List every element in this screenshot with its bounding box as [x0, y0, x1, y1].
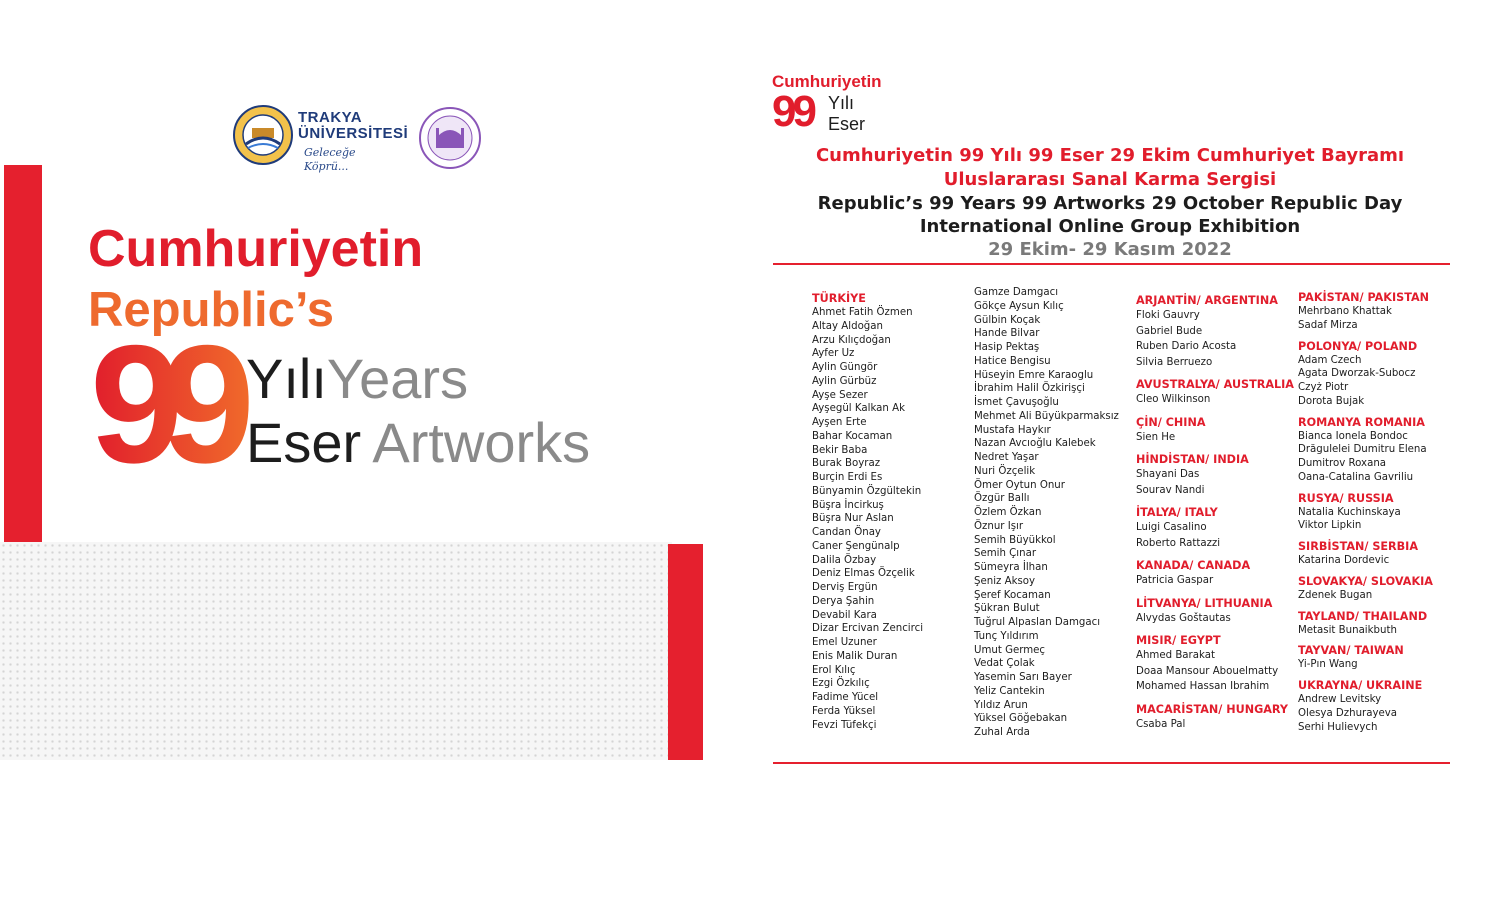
artist-name: Nazan Avcıoğlu Kalebek: [974, 438, 1096, 450]
artist-name: Ömer Oytun Onur: [974, 479, 1065, 491]
heading-en-2: International Online Group Exhibition: [919, 216, 1301, 237]
cover-eser-artworks: [246, 412, 590, 474]
artist-name: Burak Boyraz: [812, 458, 881, 470]
cover-yili-years: [246, 348, 468, 410]
artist-name: Hasip Pektaş: [974, 342, 1040, 353]
artist-name: Roberto Rattazzi: [1136, 537, 1221, 549]
artist-name: Hatice Bengisu: [974, 355, 1051, 367]
artist-name: Patricia Gaspar: [1136, 575, 1214, 586]
artist-name: Doaa Mansour Abouelmatty: [1136, 665, 1279, 677]
artist-name: Yasemin Sarı Bayer: [974, 672, 1072, 683]
artist-name: Ayşe Sezer: [812, 389, 868, 401]
artist-name: Tuğrul Alpaslan Damgacı: [974, 617, 1101, 628]
artist-name: Floki Gauvry: [1136, 310, 1200, 321]
eser-word: Eser: [246, 411, 362, 474]
artist-name: İsmet Çavuşoğlu: [974, 397, 1059, 408]
artist-name: Hande Bilvar: [974, 328, 1040, 340]
country-heading: KANADA/ CANADA: [1136, 559, 1251, 572]
artist-name: Katarina Dordevic: [1298, 555, 1390, 566]
artist-name: Zdenek Bugan: [1298, 589, 1373, 601]
mini-logo-cumh: Cumhuriyetin: [772, 72, 882, 91]
country-heading: ARJANTİN/ ARGENTINA: [1136, 294, 1278, 307]
artist-name: Zuhal Arda: [974, 727, 1030, 738]
artist-name: Dalila Özbay: [812, 554, 877, 566]
artist-name: Shayani Das: [1136, 469, 1200, 480]
artist-name: Tunç Yıldırım: [974, 630, 1039, 642]
column-turkiye-cont: [974, 286, 1134, 740]
artist-name: Özgür Ballı: [974, 493, 1030, 505]
artist-name: Czyż Piotr: [1298, 382, 1349, 393]
heading-tr-2: Uluslararası Sanal Karma Sergisi: [943, 169, 1277, 190]
artist-name: Fadime Yücel: [812, 692, 879, 703]
artist-name: Yüksel Göğebakan: [974, 713, 1068, 725]
artist-name: Aylin Güngör: [812, 362, 878, 373]
dotted-background-panel: [0, 542, 672, 760]
mini-logo-eser: Eser: [828, 114, 866, 134]
artist-name: Dizar Ercivan Zencirci: [812, 623, 924, 635]
university-name-line1: TRAKYA: [298, 109, 363, 126]
artist-name: Gülbin Koçak: [974, 314, 1041, 326]
artist-name: Altay Aldoğan: [812, 320, 883, 332]
artist-name: Ahmed Barakat: [1136, 650, 1215, 661]
cover-title-en: Republic’s: [88, 283, 334, 337]
artist-name: Caner Şengünalp: [812, 540, 900, 552]
cover-title-tr: Cumhuriyetin: [88, 220, 424, 278]
country-heading: SLOVAKYA/ SLOVAKIA: [1298, 574, 1433, 588]
artworks-word: Artworks: [372, 411, 591, 474]
artist-name: Agata Dworzak-Subocz: [1298, 368, 1416, 380]
artist-name: Nedret Yaşar: [974, 452, 1039, 463]
artist-name: Fevzi Tüfekçi: [812, 719, 877, 731]
artist-name: Devabil Kara: [812, 609, 877, 621]
divider-top: [773, 263, 1450, 265]
country-heading: SIRBİSTAN/ SERBIA: [1298, 540, 1419, 553]
artist-name: Özlem Özkan: [974, 507, 1042, 518]
artist-name: Yi-Pın Wang: [1298, 659, 1358, 671]
artist-name: Gökçe Aysun Kılıç: [974, 300, 1064, 312]
artist-name: Derya Şahin: [812, 595, 875, 607]
column-international-1: [1136, 294, 1296, 732]
artist-name: Sourav Nandi: [1136, 484, 1205, 496]
country-heading: ÇİN/ CHINA: [1136, 415, 1206, 429]
artist-name: Derviş Ergün: [812, 582, 878, 593]
artist-name: Serhi Hulievych: [1298, 721, 1378, 733]
artist-name: Hüseyin Emre Karaoglu: [974, 369, 1094, 381]
artist-name: Viktor Lipkin: [1298, 520, 1362, 532]
artist-name: Ezgi Özkılıç: [812, 678, 870, 690]
country-heading: HİNDİSTAN/ INDIA: [1136, 453, 1249, 466]
artist-name: Cleo Wilkinson: [1136, 394, 1211, 405]
artist-name: Silvia Berruezo: [1136, 356, 1213, 368]
university-name-line2: ÜNİVERSİTESİ: [298, 125, 409, 142]
artist-name: İbrahim Halil Özkirişçi: [974, 383, 1085, 395]
artist-name: Yıldız Arun: [974, 699, 1028, 711]
list-heading: [760, 144, 1460, 262]
artist-name: Semih Büyükkol: [974, 534, 1056, 546]
red-accent-bar: [4, 165, 42, 542]
heading-tr-1: Cumhuriyetin 99 Yılı 99 Eser 29 Ekim Cumhuriyet Bayramı: [815, 145, 1405, 166]
country-heading: MISIR/ EGYPT: [1136, 634, 1221, 647]
artist-name: Enis Malik Duran: [812, 650, 898, 662]
artist-name: Luigi Casalino: [1136, 522, 1207, 533]
artist-name: Bahar Kocaman: [812, 430, 893, 442]
country-heading: RUSYA/ RUSSIA: [1298, 491, 1394, 505]
column-turkiye: [812, 292, 972, 732]
country-heading: UKRAYNA/ UKRAINE: [1298, 679, 1423, 692]
artist-name: Olesya Dzhurayeva: [1298, 707, 1398, 719]
country-heading: ROMANYA ROMANIA: [1298, 415, 1425, 429]
artist-name: Gabriel Bude: [1136, 325, 1203, 337]
artist-name: Vedat Çolak: [974, 658, 1035, 670]
artist-name: Ahmet Fatih Özmen: [812, 307, 913, 318]
artist-name: Oana-Catalina Gavriliu: [1298, 471, 1414, 483]
artist-name: Emel Uzuner: [812, 637, 877, 648]
artist-name: Csaba Pal: [1136, 718, 1186, 730]
artist-name: Burçin Erdi Es: [812, 472, 883, 483]
artist-name: Deniz Elmas Özçelik: [812, 568, 915, 580]
yili-word: Yılı: [246, 347, 327, 410]
artist-name: Şeniz Aksoy: [974, 575, 1036, 587]
artist-name: Yeliz Cantekin: [974, 685, 1045, 697]
country-heading: İTALYA/ ITALY: [1136, 506, 1218, 519]
artist-name: Büşra İncirkuş: [812, 499, 884, 511]
country-heading: TAYLAND/ THAILAND: [1298, 609, 1428, 623]
artist-name: Umut Germeç: [974, 644, 1046, 656]
artist-name: Ferda Yüksel: [812, 705, 876, 717]
artist-name: Bianca Ionela Bondoc: [1298, 430, 1408, 442]
university-wordmark: [298, 109, 409, 174]
country-heading: TÜRKİYE: [812, 292, 866, 305]
artist-list-page: [760, 0, 1500, 900]
artist-name: Candan Önay: [812, 527, 881, 538]
artist-name: Drăgulelei Dumitru Elena: [1298, 444, 1427, 456]
catalogue-cover: [0, 0, 710, 900]
artist-name: Nuri Özçelik: [974, 465, 1036, 477]
trakya-university-emblem-icon: [232, 104, 294, 166]
years-word: Years: [326, 347, 469, 410]
country-heading: AVUSTRALYA/ AUSTRALIA: [1136, 378, 1294, 391]
artist-name: Erol Kılıç: [812, 664, 856, 676]
country-heading: TAYVAN/ TAIWAN: [1298, 644, 1404, 658]
artist-name: Semih Çınar: [974, 548, 1037, 560]
artist-name: Sien He: [1136, 431, 1176, 443]
artist-name: Alvydas Goštautas: [1136, 612, 1231, 624]
artist-name: Sadaf Mirza: [1298, 319, 1358, 331]
mini-logo: [772, 72, 902, 138]
artist-name: Şeref Kocaman: [974, 589, 1051, 601]
svg-text:99: 99: [90, 332, 233, 482]
artist-name: Arzu Kılıçdoğan: [812, 334, 891, 346]
artist-name: Aylin Gürbüz: [812, 375, 877, 387]
artist-name: Sümeyra İlhan: [974, 562, 1048, 573]
artist-name: Gamze Damgacı: [974, 287, 1059, 298]
country-heading: POLONYA/ POLAND: [1298, 339, 1418, 353]
artist-name: Ayşen Erte: [812, 417, 867, 428]
artist-name: Mehmet Ali Büyükparmaksız: [974, 410, 1119, 422]
heading-en-1: Republic’s 99 Years 99 Artworks 29 October Republic Day: [817, 193, 1403, 214]
university-slogan: Geleceğe Köprü...: [304, 146, 356, 173]
artist-name: Metasit Bunaikbuth: [1298, 624, 1397, 636]
artist-name: Natalia Kuchinskaya: [1298, 506, 1401, 518]
big-99-number: [90, 332, 250, 482]
artist-name: Büşra Nur Aslan: [812, 513, 894, 525]
heading-dates: 29 Ekim- 29 Kasım 2022: [988, 239, 1232, 260]
artist-name: Ayfer Uz: [812, 348, 855, 360]
artist-name: Mohamed Hassan Ibrahim: [1136, 681, 1270, 692]
mini-logo-99: 99: [772, 87, 813, 136]
artist-name: Adam Czech: [1298, 354, 1362, 366]
column-international-2: [1298, 291, 1458, 734]
artist-name: Ruben Dario Acosta: [1136, 341, 1237, 352]
artist-name: Bünyamin Özgültekin: [812, 485, 922, 497]
artist-name: Şükran Bulut: [974, 603, 1040, 615]
artist-name: Bekir Baba: [812, 444, 868, 456]
artist-name: Mehrbano Khattak: [1298, 306, 1392, 317]
country-heading: PAKİSTAN/ PAKISTAN: [1298, 291, 1429, 304]
country-heading: LİTVANYA/ LITHUANIA: [1136, 596, 1273, 610]
artist-name: Öznur Işır: [974, 520, 1024, 532]
faculty-emblem-icon: [418, 106, 482, 170]
country-heading: MACARİSTAN/ HUNGARY: [1136, 702, 1289, 716]
artist-name: Ayşegül Kalkan Ak: [812, 403, 905, 415]
artist-name: Andrew Levitsky: [1298, 694, 1382, 705]
red-accent-bar-right: [668, 544, 703, 760]
divider-bottom: [773, 762, 1450, 764]
artist-name: Dumitrov Roxana: [1298, 458, 1387, 469]
artist-name: Dorota Bujak: [1298, 395, 1365, 407]
artist-name: Mustafa Haykır: [974, 424, 1051, 436]
mini-logo-yili: Yılı: [828, 93, 855, 113]
